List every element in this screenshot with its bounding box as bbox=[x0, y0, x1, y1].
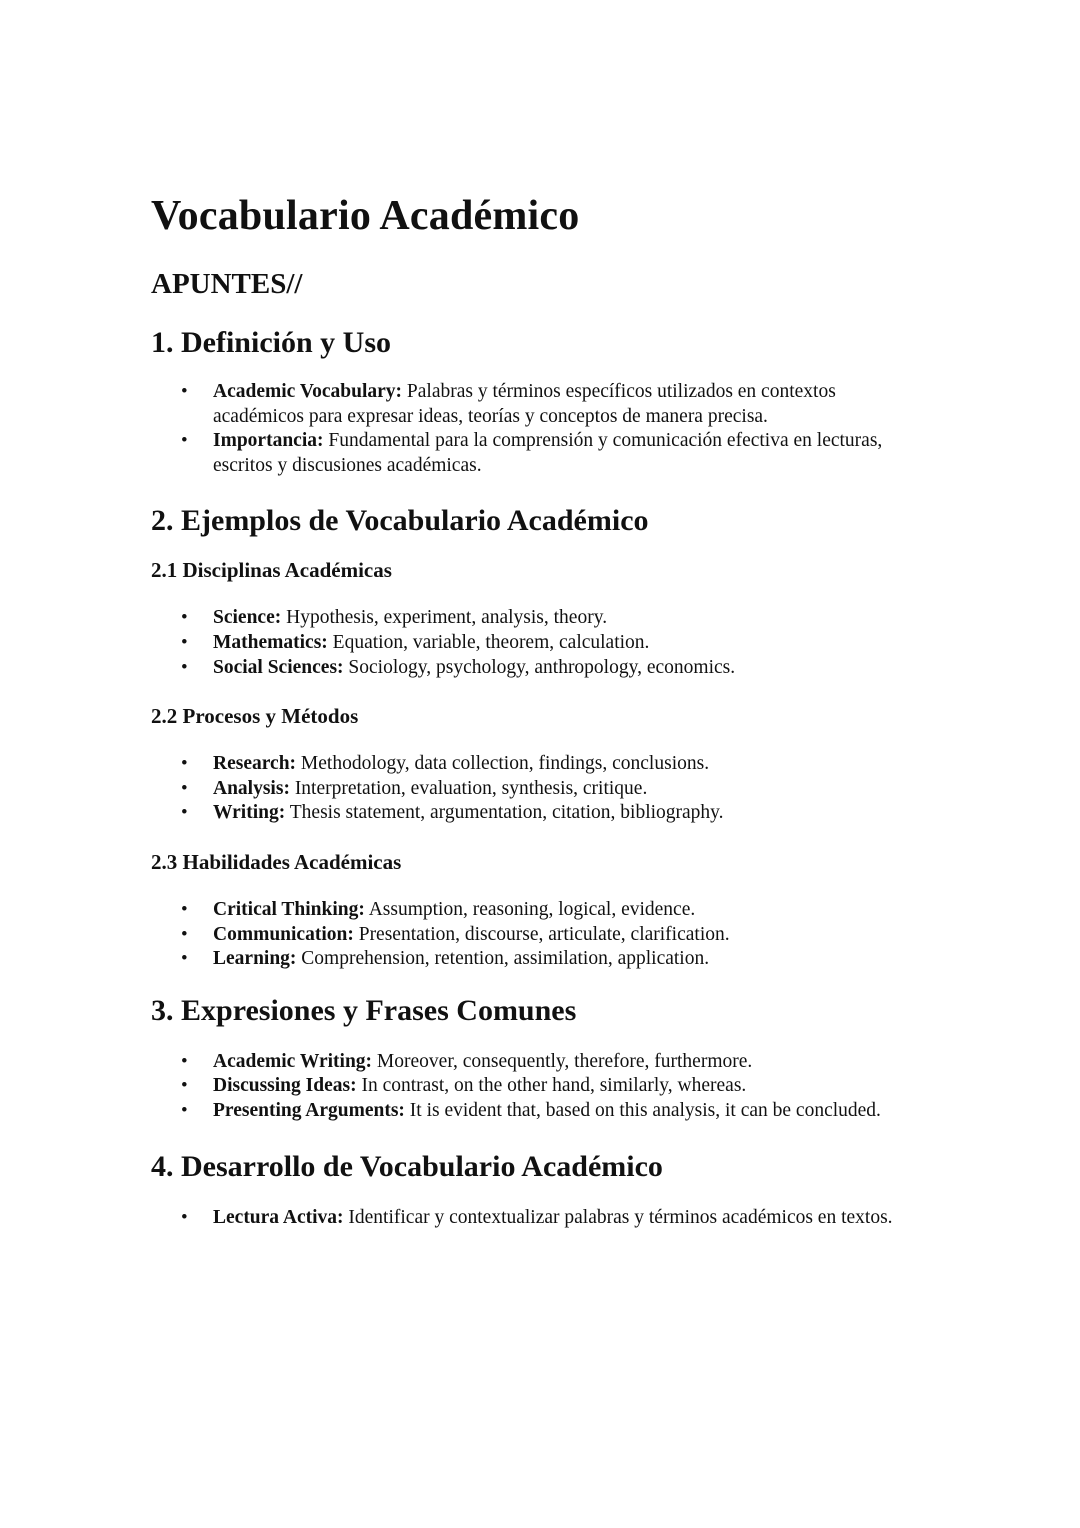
item-term: Discussing Ideas: bbox=[213, 1075, 357, 1097]
item-text: Equation, variable, theorem, calculation. bbox=[327, 631, 650, 653]
subsection-2-2-title: 2.2 Procesos y Métodos bbox=[151, 704, 359, 729]
item-text: Comprehension, retention, assimilation, application. bbox=[296, 948, 710, 970]
section-3-list bbox=[151, 1050, 931, 1124]
item-text: Interpretation, evaluation, synthesis, critique. bbox=[289, 777, 648, 799]
list-item bbox=[213, 752, 931, 777]
item-text: Methodology, data collection, findings, conclusions. bbox=[296, 753, 710, 775]
document-title: Vocabulario Académico bbox=[151, 193, 580, 239]
list-item bbox=[213, 1074, 931, 1099]
item-term: Lectura Activa: bbox=[213, 1206, 344, 1228]
item-term: Analysis: bbox=[213, 777, 290, 799]
item-text: Fundamental para la comprensión y comunicación efectiva en lecturas, escritos y discusiones académicas. bbox=[213, 430, 883, 476]
subsection-2-3-list bbox=[151, 898, 931, 972]
list-item bbox=[213, 1099, 931, 1124]
item-text: Palabras y términos específicos utilizados en contextos académicos para expresar ideas, teorías y conceptos de manera precisa. bbox=[213, 381, 836, 427]
item-text: Thesis statement, argumentation, citation, bibliography. bbox=[285, 802, 724, 824]
subsection-2-1-title: 2.1 Disciplinas Académicas bbox=[151, 558, 392, 583]
subsection-2-1-list bbox=[151, 606, 931, 680]
section-1-list bbox=[151, 380, 931, 478]
list-item bbox=[213, 777, 931, 802]
section-1-title: 1. Definición y Uso bbox=[151, 326, 391, 359]
list-item bbox=[213, 1206, 931, 1231]
list-item bbox=[213, 606, 931, 631]
item-text: Presentation, discourse, articulate, clarification. bbox=[353, 923, 730, 945]
section-4-title: 4. Desarrollo de Vocabulario Académico bbox=[151, 1149, 663, 1183]
item-text: Assumption, reasoning, logical, evidence. bbox=[364, 898, 696, 920]
item-term: Research: bbox=[213, 753, 297, 775]
list-item bbox=[213, 429, 931, 478]
item-term: Mathematics: bbox=[213, 631, 328, 653]
item-text: It is evident that, based on this analysis, it can be concluded. bbox=[404, 1099, 881, 1121]
item-term: Critical Thinking: bbox=[213, 898, 365, 920]
item-text: Sociology, psychology, anthropology, economics. bbox=[343, 656, 736, 678]
item-term: Importancia: bbox=[213, 430, 324, 452]
list-item bbox=[213, 898, 931, 923]
item-term: Learning: bbox=[213, 948, 297, 970]
item-text: In contrast, on the other hand, similarly, whereas. bbox=[356, 1075, 747, 1097]
item-term: Academic Vocabulary: bbox=[213, 381, 403, 402]
item-term: Writing: bbox=[213, 802, 286, 824]
list-item bbox=[213, 631, 931, 656]
item-term: Science: bbox=[213, 607, 282, 629]
section-2-title: 2. Ejemplos de Vocabulario Académico bbox=[151, 504, 649, 538]
section-4-list bbox=[151, 1206, 931, 1231]
list-item bbox=[213, 923, 931, 948]
item-term: Social Sciences: bbox=[213, 656, 344, 678]
item-text: Identificar y contextualizar palabras y términos académicos en textos. bbox=[343, 1206, 893, 1228]
section-3-title: 3. Expresiones y Frases Comunes bbox=[151, 993, 577, 1027]
item-term: Presenting Arguments: bbox=[213, 1099, 405, 1121]
list-item bbox=[213, 1050, 931, 1075]
item-text: Hypothesis, experiment, analysis, theory. bbox=[281, 607, 608, 629]
item-term: Communication: bbox=[213, 923, 354, 945]
item-term: Academic Writing: bbox=[213, 1050, 373, 1072]
list-item bbox=[213, 380, 931, 429]
list-item bbox=[213, 656, 931, 681]
notes-heading: APUNTES// bbox=[151, 268, 303, 300]
subsection-2-3-title: 2.3 Habilidades Académicas bbox=[151, 849, 402, 874]
list-item bbox=[213, 801, 931, 826]
list-item bbox=[213, 947, 931, 972]
subsection-2-2-list bbox=[151, 752, 931, 826]
item-text: Moreover, consequently, therefore, furthermore. bbox=[372, 1050, 753, 1072]
document-page bbox=[151, 190, 931, 1230]
